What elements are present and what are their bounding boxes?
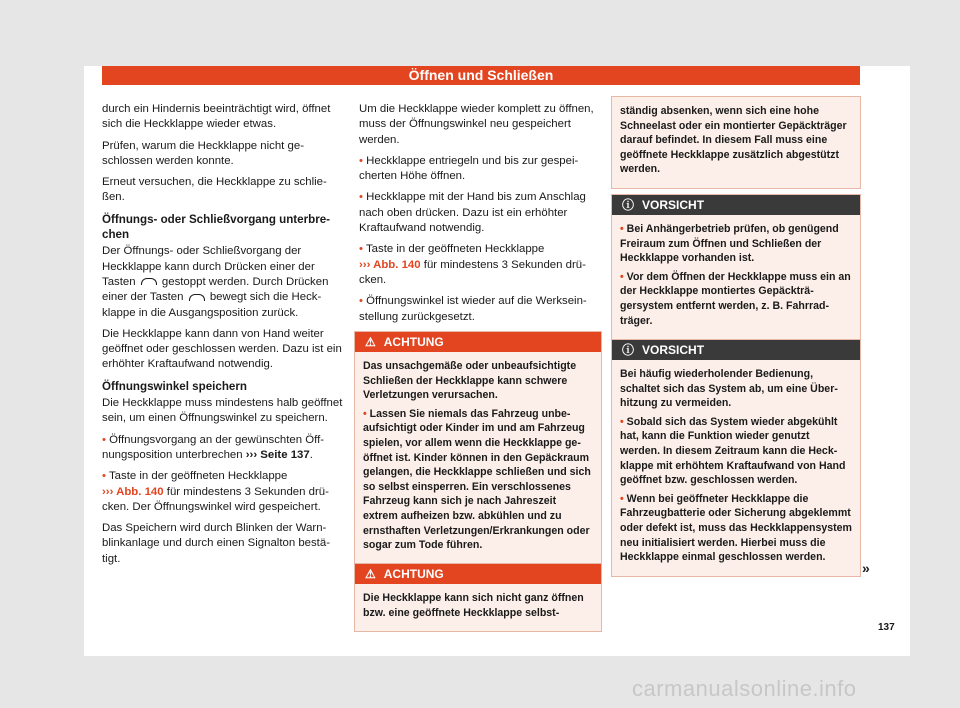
warning-title: ACHTUNG (383, 335, 444, 349)
text: Öffnungswinkel ist wieder auf die Werkseinstellung zurückgesetzt. (359, 295, 587, 323)
bullet-icon: • (359, 243, 363, 256)
paragraph: Das Speichern wird durch Blinken der Warnblinkanlage und durch einen Signalton bestätigt. (102, 522, 330, 565)
paragraph: ständig absenken, wenn sich eine hohe Schneelast oder ein montierter Gepäckträger darauf befindet. In diesem Fall muss eine geöffnete Heckklappe zusätzlich abgestützt werden. (620, 105, 847, 176)
caution-box-header (612, 340, 860, 360)
text: für mindestens 3 Sekunden drücken. Der Öffnungswinkel wird gespeichert. (102, 485, 329, 513)
bullet-icon: • (102, 470, 106, 483)
text: Heckklappe entriegeln und bis zur gespeicherten Höhe öffnen. (359, 154, 579, 183)
warning-box-continued (611, 96, 861, 189)
figure-reference-link[interactable]: ››› Abb. 140 (102, 485, 164, 498)
bullet-icon: • (363, 407, 367, 420)
warning-box-content (355, 352, 601, 564)
warning-triangle-icon: ⚠ (365, 335, 376, 349)
warning-title: ACHTUNG (383, 567, 444, 581)
caution-box-content (612, 215, 860, 339)
bullet-item (359, 154, 601, 185)
text: Öffnungsvorgang an der gewünschten Öffnungsposition unterbrechen (102, 433, 325, 461)
warning-box-achtung (354, 331, 602, 565)
bullet-item (359, 294, 601, 325)
bullet-item (620, 270, 852, 328)
info-circle-icon: ⓘ (622, 343, 635, 357)
column-middle (359, 102, 601, 331)
bullet-item (620, 222, 852, 266)
paragraph: Bei häufig wiederholender Bedienung, schaltet sich das System ab, um eine Überhitzung zu vermeiden. (620, 368, 838, 410)
warning-box-header (355, 332, 601, 352)
paragraph: Die Heckklappe kann dann von Hand weiter geöffnet oder geschlossen werden. Dazu ist ein erhöhter Kraftaufwand notwendig. (102, 327, 342, 371)
page-number: 137 (878, 622, 895, 633)
bullet-icon: • (102, 433, 106, 446)
warning-box-header (355, 564, 601, 584)
text: bewegt sich die Heckklappe in die Ausgangsposition zurück. (102, 291, 322, 319)
bullet-icon: • (359, 191, 363, 204)
text: Lassen Sie niemals das Fahrzeug unbeaufsichtigt oder Kinder im und am Fahrzeug spielen, vor allem wenn die Heckklappe geöffnet ist. Kinder können in den Gepäckraum gelangen, die Heckklappe schließen und sich so selbst einsperren. Ein verschlossenes Fahrzeug kann sich je nach Jahreszeit extrem aufheizen bzw. abkühlen und zu ernsthaften Verletzungen/Erkrankungen oder sogar zum Tode führen. (363, 407, 591, 552)
watermark: carmanualsonline.info (632, 676, 857, 701)
bullet-icon: • (620, 270, 624, 283)
paragraph: Das unsachgemäße oder unbeaufsichtigte Schließen der Heckklappe kann schwere Verletzungen verursachen. (363, 360, 577, 402)
car-button-icon (141, 278, 157, 285)
warning-triangle-icon: ⚠ (365, 567, 376, 581)
info-circle-icon: ⓘ (622, 198, 635, 212)
text: Vor dem Öffnen der Heckklappe muss ein an der Heckklappe montiertes Gepäckträgersystem entfernt werden, z. B. Fahrradträger. (620, 270, 851, 327)
caution-box-vorsicht (611, 339, 861, 577)
bullet-item (620, 492, 852, 565)
bullet-item (102, 469, 344, 515)
bullet-icon: • (620, 415, 624, 428)
warning-box-content (355, 584, 601, 631)
paragraph: Erneut versuchen, die Heckklappe zu schließen. (102, 176, 327, 204)
warning-box-achtung (354, 563, 602, 632)
text: gestoppt werden. Durch Drücken einer der Tasten (102, 275, 329, 304)
bullet-item (359, 190, 601, 236)
caution-box-content (612, 360, 860, 576)
text: Der Öffnungs- oder Schließvorgang der Heckklappe kann durch Drücken einer der Tasten (102, 245, 315, 288)
subheading: Öffnungs- oder Schließvorgang unterbrechen (102, 212, 331, 242)
caution-title: VORSICHT (642, 343, 705, 357)
text: Heckklappe mit der Hand bis zum Anschlag nach oben drücken. Dazu ist ein erhöhter Kraftaufwand notwendig. (359, 191, 586, 235)
section-title: Öffnen und Schließen (102, 66, 860, 85)
figure-reference-link[interactable]: ››› Abb. 140 (359, 258, 421, 271)
bullet-item (363, 407, 593, 553)
caution-box-vorsicht (611, 194, 861, 340)
bullet-item (359, 242, 601, 288)
text: Bei Anhängerbetrieb prüfen, ob genügend Freiraum zum Öffnen und Schließen der Heckklappe vorhanden ist. (620, 223, 839, 265)
car-button-icon (189, 294, 205, 301)
subheading: Öffnungswinkel speichern (102, 379, 247, 393)
bullet-icon: • (359, 295, 363, 308)
paragraph: durch ein Hindernis beeinträchtigt wird, öffnet sich die Heckklappe wieder etwas. (102, 103, 331, 131)
text: für mindestens 3 Sekunden drücken. (359, 258, 586, 286)
text: Taste in der geöffneten Heckklappe (365, 243, 545, 256)
bullet-item: • Öffnungsvorgang an der gewünschten Öffnungsposition unterbrechen ››› Seite 137. (102, 433, 325, 461)
page-reference-link[interactable]: ››› Seite 137 (245, 448, 310, 461)
bullet-item (620, 415, 852, 488)
paragraph: Um die Heckklappe wieder komplett zu öffnen, muss der Öffnungswinkel neu gespeichert werden. (359, 103, 594, 146)
text: Wenn bei geöffneter Heckklappe die Fahrzeugbatterie oder Sicherung abgeklemmt oder defekt ist, muss das Heckklappensystem neu initialisiert werden. Hierbei muss die Heckklappe einmal geschlossen werden. (620, 492, 852, 564)
warning-box-content (612, 97, 860, 188)
paragraph: Die Heckklappe kann sich nicht ganz öffnen bzw. eine geöffnete Heckklappe selbst- (363, 592, 584, 619)
caution-box-header (612, 195, 860, 215)
text: Taste in der geöffneten Heckklappe (108, 470, 288, 483)
bullet-icon: • (359, 154, 363, 167)
continue-icon: » (862, 560, 870, 576)
paragraph (102, 244, 344, 320)
paragraph: Die Heckklappe muss mindestens halb geöffnet sein, um einen Öffnungswinkel zu speichern. (102, 397, 343, 425)
paragraph: Prüfen, warum die Heckklappe nicht geschlossen werden konnte. (102, 139, 304, 167)
bullet-icon: • (620, 223, 624, 235)
column-left (102, 102, 344, 573)
text: Sobald sich das System wieder abgekühlt hat, kann die Funktion wieder genutzt werden. In diesem Zeitraum kann die Heckklappe mit erhöhtem Kraftaufwand von Hand geöffnet bzw. geschlossen werden. (620, 415, 846, 487)
bullet-icon: • (620, 492, 624, 505)
caution-title: VORSICHT (642, 198, 705, 212)
